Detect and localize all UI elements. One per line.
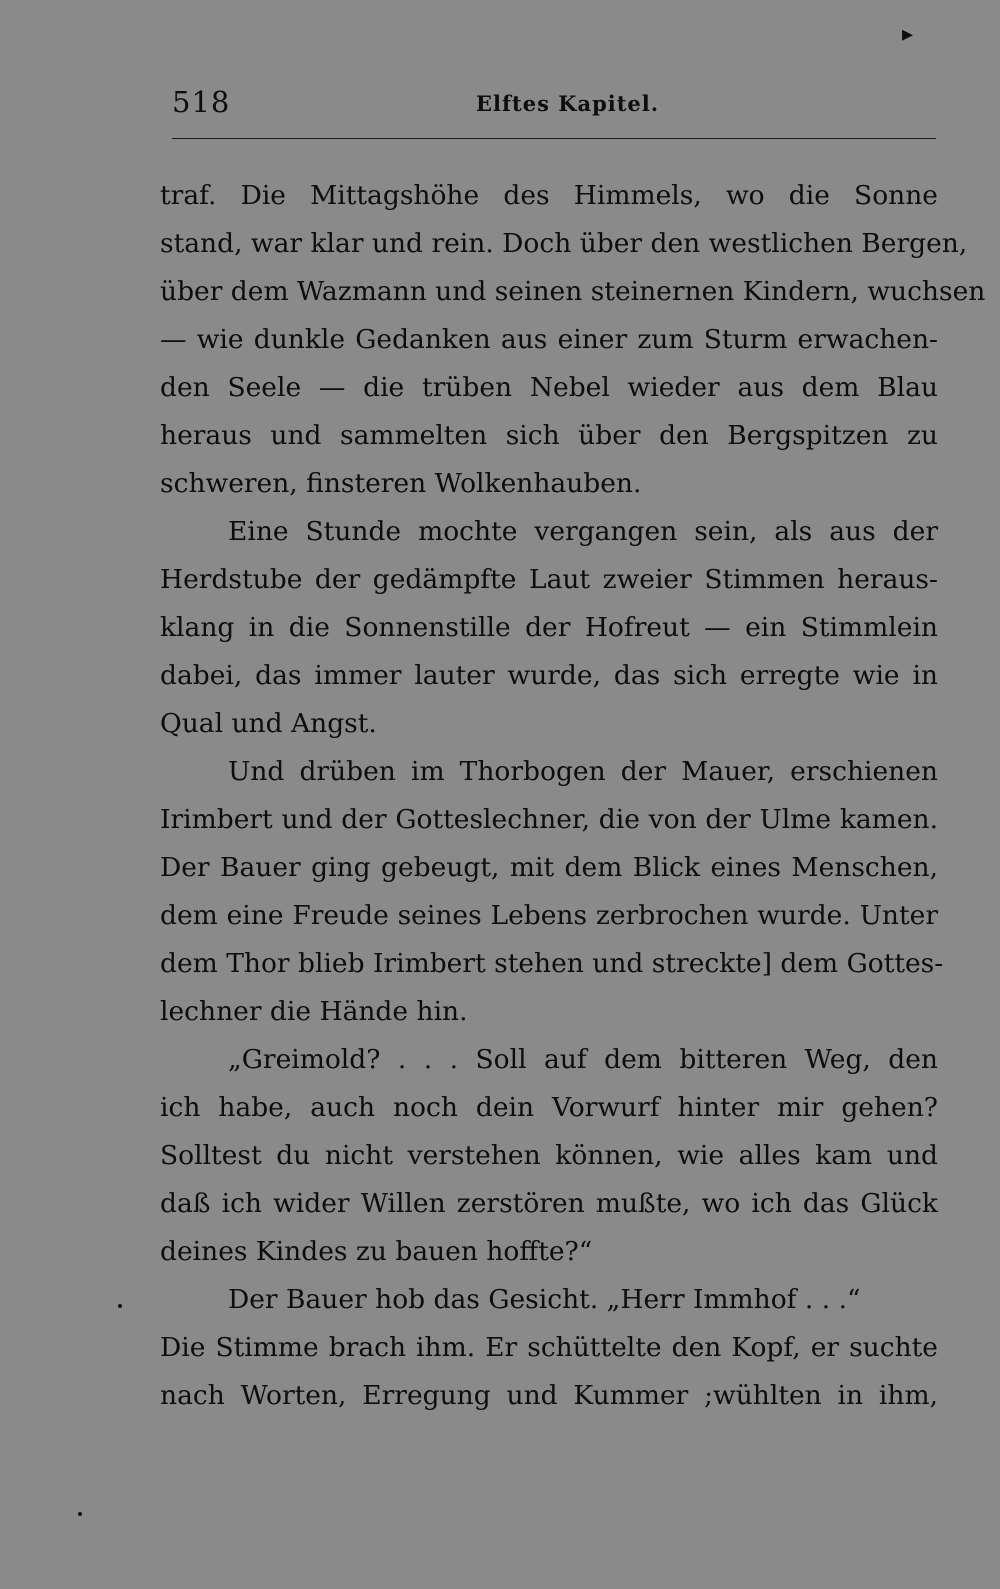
text-line: dem eine Freude seines Lebens zerbrochen wurde. Unter <box>160 900 938 931</box>
text-line: ich habe, auch noch dein Vorwurf hinter mir gehen? <box>160 1092 938 1123</box>
text-line: heraus und sammelten sich über den Bergspitzen zu <box>160 420 938 451</box>
text-line: Irimbert und der Gotteslechner, die von der Ulme kamen. <box>160 804 938 835</box>
page-mark: ▸ <box>902 22 914 47</box>
text-line: daß ich wider Willen zerstören mußte, wo ich das Glück <box>160 1188 938 1219</box>
text-line: Und drüben im Thorbogen der Mauer, erschienen <box>228 756 938 787</box>
text-line: nach Worten, Erregung und Kummer ;wühlten in ihm, <box>160 1380 938 1411</box>
text-line: Qual und Angst. <box>160 708 377 739</box>
text-line: den Seele — die trüben Nebel wieder aus dem Blau <box>160 372 938 403</box>
header-rule <box>172 138 936 139</box>
body-text <box>160 172 986 1420</box>
text-line: Der Bauer ging gebeugt, mit dem Blick eines Menschen, <box>160 852 938 883</box>
text-line: Herdstube der gedämpfte Laut zweier Stimmen heraus- <box>160 564 938 595</box>
specks <box>78 1512 82 1516</box>
text-line: traf. Die Mittagshöhe des Himmels, wo die Sonne <box>160 180 938 211</box>
text-line: lechner die Hände hin. <box>160 996 468 1027</box>
running-head: Elftes Kapitel. <box>476 91 660 116</box>
text-line: dabei, das immer lauter wurde, das sich erregte wie in <box>160 660 938 691</box>
page-header <box>172 85 936 125</box>
text-line: deines Kindes zu bauen hoffte?“ <box>160 1236 593 1267</box>
text-line: Der Bauer hob das Gesicht. „Herr Immhof . . .“ <box>228 1284 861 1315</box>
text-line: Die Stimme brach ihm. Er schüttelte den Kopf, er suchte <box>160 1332 938 1363</box>
text-line: dem Thor blieb Irimbert stehen und streckte] dem Gottes- <box>160 948 944 979</box>
text-line: „Greimold? . . . Soll auf dem bitteren Weg, den <box>228 1044 938 1075</box>
specks <box>118 1304 122 1308</box>
text-line: Eine Stunde mochte vergangen sein, als aus der <box>228 516 938 547</box>
text-line: stand, war klar und rein. Doch über den westlichen Bergen, <box>160 228 968 259</box>
text-line: schweren, finsteren Wolkenhauben. <box>160 468 642 499</box>
text-line: über dem Wazmann und seinen steinernen Kindern, wuchsen <box>160 276 986 307</box>
text-line: klang in die Sonnenstille der Hofreut — ein Stimmlein <box>160 612 938 643</box>
page-number: 518 <box>172 85 231 119</box>
text-line: — wie dunkle Gedanken aus einer zum Sturm erwachen- <box>160 324 938 355</box>
text-line: Solltest du nicht verstehen können, wie alles kam und <box>160 1140 938 1171</box>
